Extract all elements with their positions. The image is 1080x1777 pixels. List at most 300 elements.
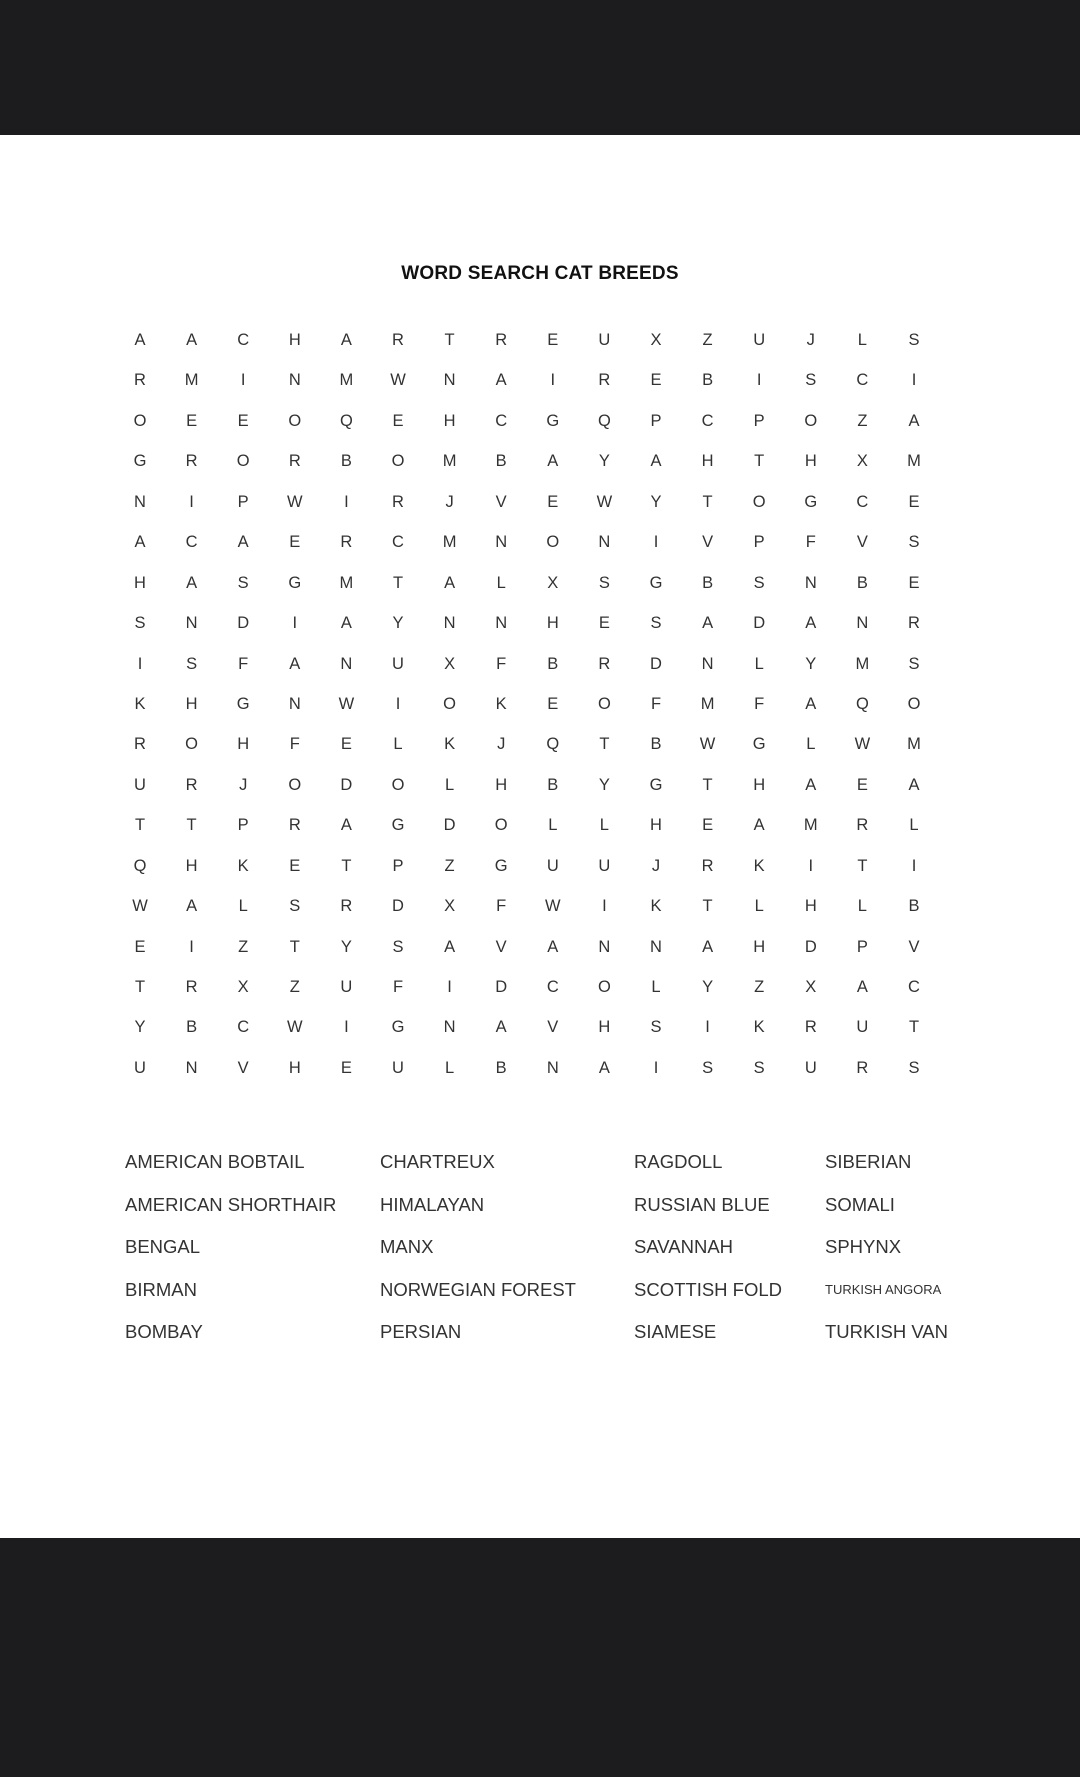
grid-letter: E [237, 411, 249, 430]
grid-letter: S [237, 573, 249, 592]
grid-letter: N [443, 1018, 456, 1037]
grid-letter: I [240, 371, 246, 390]
grid-letter: I [653, 1058, 659, 1077]
grid-letter: H [753, 775, 766, 794]
grid-letter: K [444, 735, 456, 754]
grid-letter: B [702, 573, 714, 592]
grid-row [125, 815, 951, 855]
grid-letter: U [134, 1058, 146, 1077]
word-item: RAGDOLL [634, 1151, 723, 1172]
grid-letter: N [443, 371, 456, 390]
grid-letter: I [550, 371, 556, 390]
grid-letter: I [653, 533, 659, 552]
word-item: SOMALI [825, 1193, 895, 1215]
grid-letter: M [907, 452, 921, 471]
grid-letter: L [599, 816, 609, 835]
grid-letter: F [650, 694, 662, 713]
grid-letter: E [702, 816, 714, 835]
grid-letter: V [856, 533, 868, 552]
grid-letter: H [288, 331, 301, 349]
grid-letter: F [238, 654, 249, 673]
grid-letter: I [756, 371, 762, 390]
grid-letter: Y [702, 978, 714, 996]
grid-letter: L [445, 1058, 455, 1077]
grid-letter: G [494, 856, 508, 875]
grid-letter: R [804, 1018, 817, 1037]
grid-letter: E [186, 411, 198, 430]
grid-letter: J [239, 775, 248, 794]
grid-letter: A [134, 533, 146, 552]
grid-letter: E [856, 775, 868, 794]
grid-letter: N [546, 1058, 559, 1077]
grid-letter: R [134, 371, 146, 390]
word-column [125, 1152, 336, 1365]
grid-letter: I [602, 897, 607, 916]
grid-letter: Z [289, 978, 300, 996]
grid-letter: X [444, 897, 456, 916]
grid-letter: T [134, 978, 146, 996]
grid-letter: C [392, 533, 404, 552]
grid-letter: H [237, 735, 250, 754]
grid-letter: T [857, 856, 868, 875]
grid-letter: W [338, 694, 355, 713]
grid-letter: R [288, 816, 301, 835]
grid-letter: G [649, 775, 663, 794]
grid-letter: P [753, 533, 765, 552]
word-item: BOMBAY [125, 1321, 203, 1342]
grid-row [125, 734, 951, 774]
grid-letter: T [908, 1018, 920, 1037]
grid-letter: H [650, 816, 662, 835]
grid-letter: N [598, 937, 611, 956]
grid-letter: Z [702, 331, 713, 349]
grid-letter: X [444, 654, 456, 673]
grid-letter: K [134, 694, 146, 713]
grid-letter: O [597, 694, 611, 713]
grid-letter: I [911, 371, 917, 390]
grid-letter: O [494, 816, 508, 835]
word-item: NORWEGIAN FOREST [380, 1278, 576, 1300]
grid-letter: B [702, 371, 714, 390]
grid-letter: Y [134, 1018, 146, 1037]
grid-letter: B [495, 1058, 507, 1077]
grid-letter: T [702, 775, 713, 794]
grid-letter: F [496, 654, 507, 673]
grid-letter: F [392, 978, 404, 996]
grid-letter: A [702, 614, 714, 633]
grid-letter: A [134, 331, 146, 349]
grid-letter: N [701, 654, 714, 673]
grid-letter: D [650, 654, 662, 673]
grid-letter: Q [597, 411, 611, 430]
word-item: RUSSIAN BLUE [634, 1193, 770, 1215]
grid-letter: A [805, 775, 817, 794]
grid-letter: N [495, 614, 508, 633]
grid-letter: B [547, 775, 559, 794]
grid-letter: V [495, 492, 507, 511]
word-item: BENGAL [125, 1236, 201, 1257]
grid-letter: I [395, 694, 401, 713]
grid-letter: C [701, 411, 714, 430]
grid-letter: R [495, 331, 508, 349]
grid-letter: B [547, 654, 559, 673]
grid-letter: G [752, 735, 766, 754]
grid-letter: X [547, 573, 559, 592]
grid-letter: N [340, 654, 353, 673]
grid-letter: V [908, 937, 920, 956]
grid-letter: S [908, 1058, 920, 1077]
grid-letter: Z [238, 937, 249, 956]
grid-letter: A [186, 897, 198, 916]
grid-letter: E [134, 937, 146, 956]
grid-letter: Y [650, 492, 662, 511]
word-column [380, 1152, 576, 1365]
grid-letter: U [753, 331, 766, 349]
top-bar [0, 0, 1080, 135]
grid-letter: O [185, 735, 199, 754]
grid-letter: N [856, 614, 869, 633]
page-title: WORD SEARCH CAT BREEDS [401, 263, 679, 284]
grid-letter: T [702, 897, 713, 916]
grid-letter: A [186, 331, 198, 349]
grid-letter: M [907, 735, 921, 754]
grid-letter: R [185, 452, 198, 471]
grid-letter: H [495, 775, 508, 794]
grid-letter: U [392, 1058, 404, 1077]
grid-letter: O [597, 978, 611, 996]
grid-letter: E [547, 331, 559, 349]
grid-letter: S [186, 654, 198, 673]
grid-letter: F [289, 735, 300, 754]
grid-letter: H [134, 573, 146, 592]
grid-letter: D [443, 816, 456, 835]
grid-letter: D [495, 978, 508, 996]
grid-letter: S [753, 573, 765, 592]
grid-letter: Q [339, 411, 353, 430]
grid-letter: U [546, 856, 559, 875]
grid-letter: R [856, 1058, 869, 1077]
grid-letter: H [185, 856, 198, 875]
grid-letter: R [598, 371, 611, 390]
grid-letter: A [495, 1018, 507, 1037]
grid-letter: S [392, 937, 404, 956]
grid-letter: S [134, 614, 146, 633]
word-item: TURKISH VAN [825, 1321, 949, 1342]
worksheet-page [0, 135, 1080, 1538]
grid-letter: C [908, 978, 920, 996]
grid-letter: R [134, 735, 146, 754]
grid-letter: A [547, 937, 559, 956]
grid-letter: U [340, 978, 353, 996]
grid-letter: A [495, 371, 507, 390]
grid-letter: C [495, 411, 508, 430]
grid-letter: G [391, 1018, 405, 1037]
grid-letter: W [699, 735, 716, 754]
grid-row [125, 654, 951, 694]
grid-row [125, 977, 951, 1017]
grid-letter: V [495, 937, 507, 956]
grid-letter: W [545, 897, 561, 916]
grid-letter: Y [598, 775, 610, 794]
grid-letter: S [908, 654, 920, 673]
grid-letter: O [752, 492, 766, 511]
grid-letter: B [495, 452, 507, 471]
grid-letter: I [189, 937, 194, 956]
grid-letter: K [650, 897, 662, 916]
grid-letter: D [392, 897, 404, 916]
grid-letter: J [806, 331, 815, 349]
grid-letter: M [803, 816, 818, 835]
word-item: PERSIAN [380, 1321, 462, 1342]
grid-letter: R [392, 492, 404, 511]
grid-letter: E [650, 371, 662, 390]
grid-letter: C [856, 371, 869, 390]
word-item: BIRMAN [125, 1278, 197, 1300]
grid-letter: W [854, 735, 871, 754]
grid-letter: M [700, 694, 715, 713]
grid-letter: J [445, 492, 454, 511]
grid-letter: U [598, 856, 611, 875]
grid-row [125, 532, 951, 572]
grid-letter: E [340, 735, 352, 754]
grid-letter: B [340, 452, 352, 471]
grid-letter: F [754, 694, 765, 713]
grid-letter: I [189, 492, 194, 511]
grid-letter: T [341, 856, 352, 875]
grid-letter: Y [805, 654, 817, 673]
grid-letter: G [804, 492, 818, 511]
grid-letter: E [392, 411, 404, 430]
grid-letter: T [599, 735, 610, 754]
grid-letter: S [650, 614, 662, 633]
grid-letter: W [596, 492, 613, 511]
grid-letter: W [390, 371, 406, 390]
grid-letter: V [547, 1018, 559, 1037]
grid-letter: N [495, 533, 508, 552]
grid-letter: C [237, 1018, 250, 1037]
grid-letter: P [237, 492, 249, 511]
grid-letter: S [753, 1058, 765, 1077]
grid-letter: I [808, 856, 814, 875]
grid-letter: X [856, 452, 868, 471]
grid-letter: N [185, 1058, 198, 1077]
grid-letter: U [804, 1058, 817, 1077]
word-item: SIAMESE [634, 1321, 717, 1342]
word-item: SCOTTISH FOLD [634, 1278, 783, 1300]
grid-letter: Y [340, 937, 352, 956]
grid-letter: C [237, 331, 250, 349]
grid-letter: L [857, 897, 867, 916]
grid-letter: N [804, 573, 817, 592]
grid-letter: G [391, 816, 405, 835]
grid-letter: L [393, 735, 403, 754]
grid-letter: K [753, 856, 765, 875]
grid-letter: A [598, 1058, 610, 1077]
word-item: SPHYNX [825, 1236, 902, 1257]
grid-letter: P [650, 411, 662, 430]
grid-letter: X [650, 331, 662, 349]
grid-letter: A [805, 614, 817, 633]
word-item: SAVANNAH [634, 1236, 734, 1257]
grid-letter: S [598, 573, 610, 592]
grid-letter: U [598, 331, 611, 349]
grid-letter: Y [598, 452, 610, 471]
grid-letter: O [907, 694, 921, 713]
grid-letter: G [288, 573, 302, 592]
grid-letter: E [598, 614, 610, 633]
grid-letter: S [289, 897, 301, 916]
grid-letter: Q [546, 735, 560, 754]
grid-letter: T [186, 816, 197, 835]
grid-letter: G [649, 573, 663, 592]
grid-letter: P [753, 411, 765, 430]
grid-letter: K [237, 856, 249, 875]
bottom-bar [0, 1538, 1080, 1777]
grid-letter: X [805, 978, 817, 996]
grid-letter: A [444, 937, 456, 956]
grid-letter: R [701, 856, 714, 875]
word-item: HIMALAYAN [380, 1193, 485, 1215]
grid-letter: T [444, 331, 455, 349]
grid-letter: O [288, 775, 302, 794]
grid-letter: R [392, 331, 404, 349]
grid-letter: L [754, 897, 764, 916]
grid-row [125, 694, 951, 734]
grid-row [125, 937, 951, 977]
grid-letter: O [804, 411, 818, 430]
grid-letter: H [598, 1018, 611, 1037]
grid-letter: A [340, 331, 352, 349]
grid-letter: H [443, 411, 456, 430]
grid-letter: K [753, 1018, 765, 1037]
grid-letter: I [344, 492, 349, 511]
word-item: CHARTREUX [380, 1151, 495, 1172]
grid-letter: P [237, 816, 249, 835]
grid-row [125, 330, 951, 370]
grid-letter: A [753, 816, 765, 835]
grid-letter: V [237, 1058, 249, 1077]
grid-letter: R [185, 775, 198, 794]
grid-letter: N [288, 694, 301, 713]
grid-letter: A [289, 654, 301, 673]
grid-letter: A [237, 533, 249, 552]
grid-letter: W [287, 492, 303, 511]
grid-letter: B [908, 897, 920, 916]
grid-letter: D [237, 614, 250, 633]
grid-letter: P [392, 856, 404, 875]
grid-letter: D [753, 614, 766, 633]
grid-row [125, 370, 951, 410]
grid-letter: I [705, 1018, 710, 1037]
grid-letter: B [650, 735, 662, 754]
grid-row [125, 1017, 951, 1057]
word-item: TURKISH ANGORA [825, 1281, 942, 1297]
grid-letter: O [546, 533, 560, 552]
grid-letter: Q [133, 856, 147, 875]
grid-letter: A [547, 452, 559, 471]
grid-letter: R [598, 654, 611, 673]
word-column [634, 1152, 782, 1365]
grid-letter: A [805, 694, 817, 713]
grid-row [125, 492, 951, 532]
grid-letter: I [292, 614, 298, 633]
grid-letter: E [547, 694, 559, 713]
grid-letter: U [856, 1018, 869, 1037]
word-item: AMERICAN SHORTHAIR [125, 1193, 337, 1215]
grid-letter: S [908, 331, 920, 349]
grid-letter: R [340, 897, 353, 916]
grid-letter: U [392, 654, 404, 673]
grid-letter: T [392, 573, 404, 592]
grid-letter: A [444, 573, 456, 592]
grid-letter: M [442, 452, 457, 471]
letter-grid [125, 330, 951, 1098]
word-column [825, 1152, 948, 1365]
grid-letter: N [134, 492, 146, 511]
grid-row [125, 451, 951, 491]
grid-letter: R [856, 816, 869, 835]
grid-letter: L [496, 573, 506, 592]
grid-letter: M [442, 533, 457, 552]
grid-letter: T [289, 937, 300, 956]
grid-letter: H [288, 1058, 301, 1077]
grid-letter: H [546, 614, 559, 633]
grid-letter: N [185, 614, 198, 633]
grid-row [125, 613, 951, 653]
grid-letter: E [908, 573, 920, 592]
word-item: SIBERIAN [825, 1151, 912, 1172]
grid-letter: E [289, 533, 301, 552]
grid-letter: W [287, 1018, 303, 1037]
grid-letter: G [133, 452, 147, 471]
grid-letter: K [495, 694, 507, 713]
grid-letter: D [804, 937, 817, 956]
grid-letter: I [344, 1018, 349, 1037]
grid-letter: R [908, 614, 920, 633]
grid-letter: R [288, 452, 301, 471]
grid-letter: O [391, 775, 405, 794]
grid-letter: J [497, 735, 506, 754]
grid-letter: A [186, 573, 198, 592]
grid-letter: O [236, 452, 250, 471]
grid-letter: A [856, 978, 868, 996]
grid-letter: D [340, 775, 353, 794]
grid-letter: I [911, 856, 917, 875]
grid-letter: A [908, 775, 920, 794]
grid-letter: F [496, 897, 507, 916]
grid-row [125, 896, 951, 936]
grid-letter: Z [444, 856, 455, 875]
grid-letter: E [289, 856, 301, 875]
grid-letter: T [134, 816, 146, 835]
grid-letter: Z [754, 978, 765, 996]
grid-row [125, 573, 951, 613]
grid-letter: C [856, 492, 869, 511]
grid-letter: V [702, 533, 714, 552]
grid-letter: S [650, 1018, 662, 1037]
grid-letter: I [447, 978, 452, 996]
grid-letter: C [546, 978, 559, 996]
word-list [0, 1152, 1080, 1382]
grid-letter: F [805, 533, 816, 552]
grid-row [125, 1058, 951, 1098]
grid-row [125, 775, 951, 815]
grid-letter: A [340, 816, 352, 835]
grid-letter: W [132, 897, 148, 916]
grid-letter: B [856, 573, 868, 592]
grid-letter: M [339, 573, 354, 592]
grid-letter: M [184, 371, 199, 390]
